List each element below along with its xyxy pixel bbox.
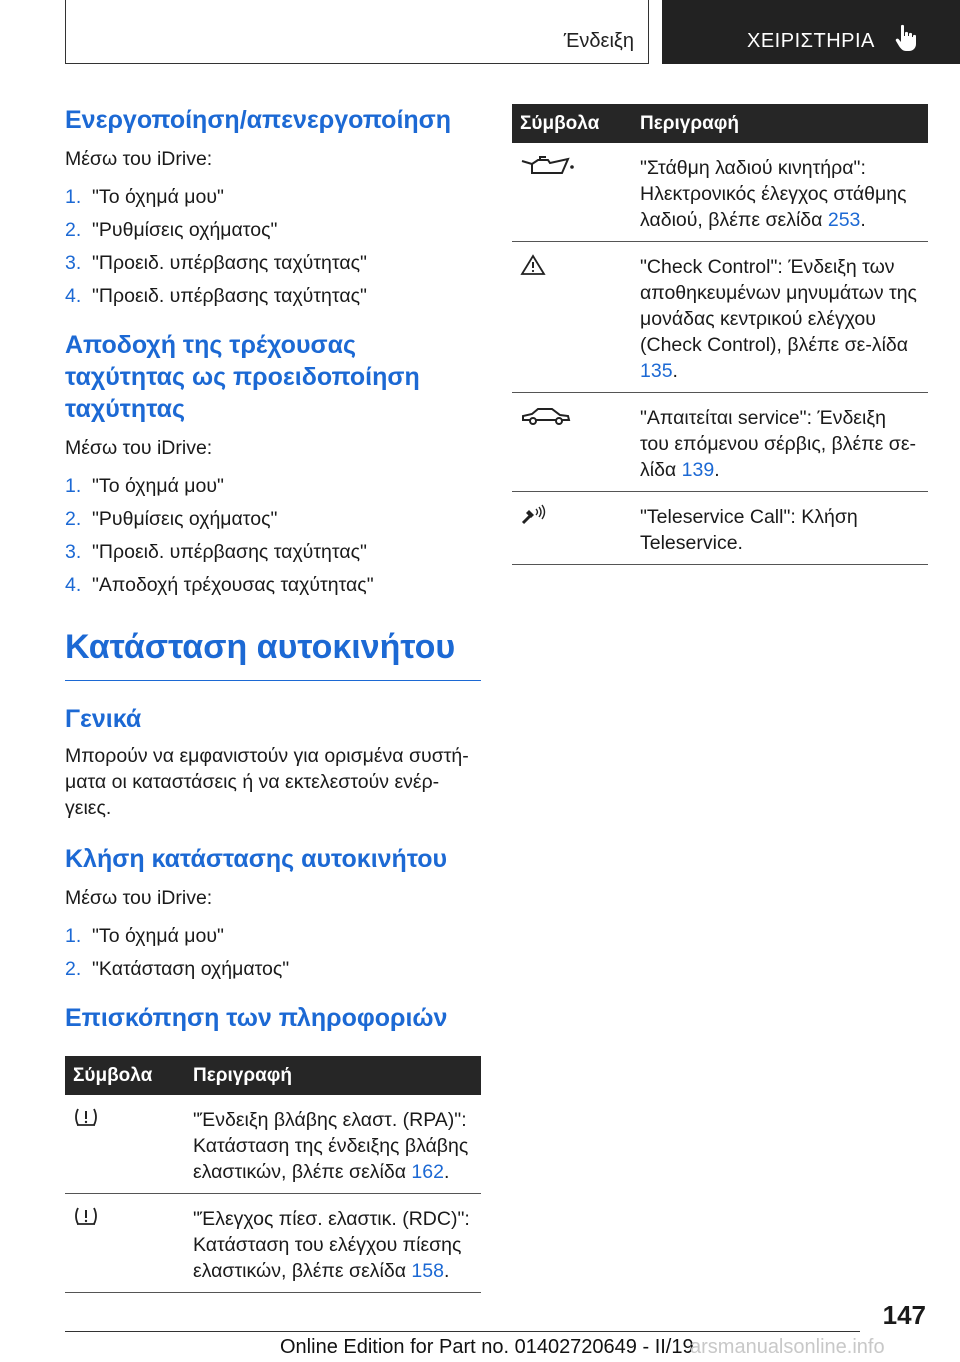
table-row: "Check Control": Ένδειξη των αποθηκευμένων μηνυμάτων της μονάδας κεντρικού ελέγχου (Check Control), βλέπε σε-λίδα 135. — [512, 242, 928, 393]
list-item: 2. "Ρυθμίσεις οχήματος" — [65, 508, 278, 530]
activate-heading: Ενεργοποίηση/απενεργοποίηση — [65, 106, 452, 134]
tire-warning-icon — [73, 1206, 99, 1226]
left-column — [65, 104, 481, 1293]
footer-divider — [65, 1331, 860, 1332]
overview-table-left — [65, 1056, 481, 1293]
overview-heading: Επισκόπηση των πληροφοριών — [65, 1004, 448, 1032]
table-row: "Απαιτείται service": Ένδειξη του επόμενου σέρβις, βλέπε σε-λίδα 139. — [512, 393, 928, 492]
table-row: "Στάθμη λαδιού κινητήρα": Ηλεκτρονικός έλεγχος στάθμης λαδιού, βλέπε σελίδα 253. — [512, 143, 928, 242]
list-item: 1. "Το όχημά μου" — [65, 925, 224, 947]
page-ref-link[interactable]: 162 — [411, 1161, 444, 1183]
call-status-heading: Κλήση κατάστασης αυτοκινήτου — [65, 845, 448, 873]
list-item: 1. "Το όχημά μου" — [65, 475, 224, 497]
overview-table-right — [512, 104, 928, 565]
footer-edition: Online Edition for Part no. 01402720649 - II/19 — [280, 1336, 694, 1358]
page-ref-link[interactable]: 253 — [827, 209, 861, 231]
activate-steps — [65, 184, 481, 309]
header-chapter-label: ΧΕΙΡΙΣΤΗΡΙΑ — [747, 30, 875, 52]
accept-heading: Αποδοχή της τρέχουσας ταχύτητας ως προειδοποίηση ταχύτητας — [65, 331, 420, 423]
list-item: 1. "Το όχημά μου" — [65, 186, 224, 208]
list-item: 2. "Ρυθμίσεις οχήματος" — [65, 219, 278, 241]
general-heading: Γενικά — [65, 705, 142, 733]
col-symbol-header: Σύμβολα — [512, 104, 632, 143]
oil-can-icon — [520, 155, 576, 179]
table-row: "Ένδειξη βλάβης ελαστ. (RPA)": Κατάσταση της ένδειξης βλάβης ελαστικών, βλέπε σελίδα 162. — [65, 1095, 481, 1194]
call-status-steps — [65, 923, 481, 982]
list-item: 3. "Προειδ. υπέρβασης ταχύτητας" — [65, 541, 367, 563]
vehicle-status-heading: Κατάσταση αυτοκινήτου — [65, 626, 481, 681]
right-column — [512, 104, 928, 565]
tire-warning-icon — [73, 1107, 99, 1127]
page-ref-link[interactable]: 158 — [411, 1260, 444, 1282]
page-ref-link[interactable]: 135 — [640, 360, 673, 382]
header-section-label: Ένδειξη — [563, 30, 634, 52]
list-item: 2. "Κατάσταση οχήματος" — [65, 958, 290, 980]
list-item: 3. "Προειδ. υπέρβασης ταχύτητας" — [65, 252, 367, 274]
header-section-box — [65, 0, 649, 64]
page-number: 147 — [882, 1300, 926, 1330]
accept-steps — [65, 473, 481, 598]
col-desc-header: Περιγραφή — [185, 1056, 481, 1095]
table-header-row — [65, 1056, 481, 1095]
table-header-row — [512, 104, 928, 143]
footer-brand: arsmanualsonline.info — [690, 1336, 885, 1358]
table-row: "Teleservice Call": Κλήση Teleservice. — [512, 492, 928, 565]
page-ref-link[interactable]: 139 — [681, 459, 715, 481]
car-service-icon — [520, 405, 572, 427]
table-row: "Έλεγχος πίεσ. ελαστικ. (RDC)": Κατάσταση του ελέγχου πίεσης ελαστικών, βλέπε σελίδα 158. — [65, 1194, 481, 1293]
accept-intro: Μέσω του iDrive: — [65, 437, 213, 459]
call-status-intro: Μέσω του iDrive: — [65, 887, 213, 909]
list-item: 4. "Αποδοχή τρέχουσας ταχύτητας" — [65, 574, 374, 596]
wrench-call-icon — [520, 504, 548, 526]
general-text: Μπορούν να εμφανιστούν για ορισμένα συστή-ματα οι καταστάσεις ή να εκτελεστούν ενέρ-γειες. — [65, 745, 469, 819]
warning-triangle-icon — [520, 254, 546, 276]
col-symbol-header: Σύμβολα — [65, 1056, 185, 1095]
pointing-hand-icon — [895, 24, 917, 52]
col-desc-header: Περιγραφή — [632, 104, 928, 143]
activate-intro: Μέσω του iDrive: — [65, 148, 213, 170]
list-item: 4. "Προειδ. υπέρβασης ταχύτητας" — [65, 285, 367, 307]
